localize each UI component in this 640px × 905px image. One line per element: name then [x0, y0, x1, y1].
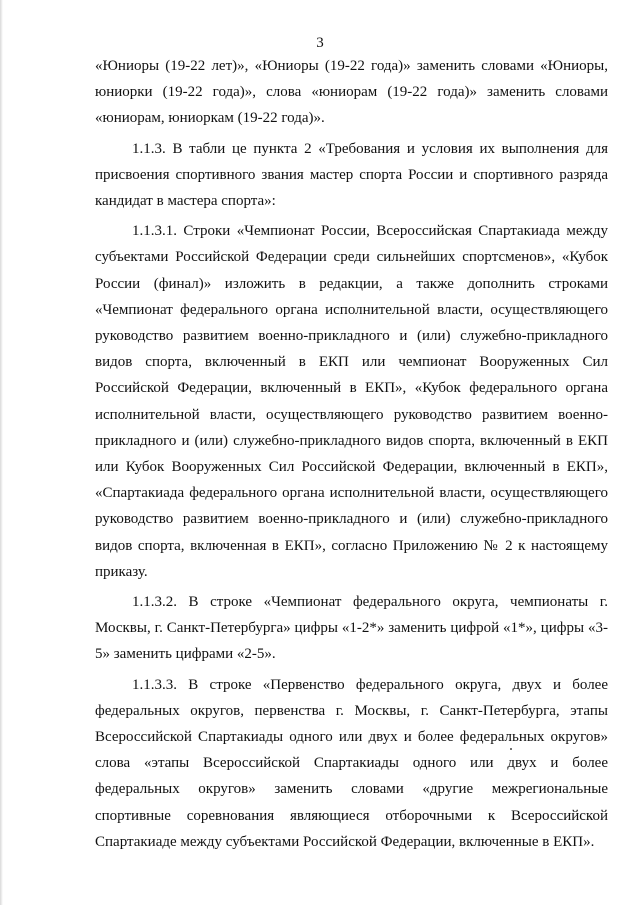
paragraph-1-1-3-1: 1.1.3.1. Строки «Чемпионат России, Всероссийская Спартакиада между субъектами Российской Федерации среди сильнейших спортсменов», «Кубок России (финал)» изложить в редакции, а также дополнить строками «Чемпионат федерального органа исполнительной власти, осуществляющего руководство развитием военно-прикладного и (или) служебно-прикладного видов спорта, включенный в ЕКП или чемпионат Вооруженных Сил Российской Федерации, включенный в ЕКП», «Кубок федерального органа исполнительной власти, осуществляющего руководство развитием военно-прикладного и (или) служебно-прикладного видов спорта, включенный в ЕКП или Кубок Вооруженных Сил Российской Федерации, включенный в ЕКП», «Спартакиада федерального органа исполнительной власти, осуществляющего руководство развитием военно-прикладного и (или) служебно-прикладного видов спорта, включенная в ЕКП», согласно Приложению № 2 к настоящему приказу.	[95, 223, 608, 580]
paragraph-juniors-replacement: «Юниоры (19-22 лет)», «Юниоры (19-22 года)» заменить словами «Юниоры, юниорки (19-22 года)», слова «юниорам (19-22 года)» заменить словами «юниорам, юниоркам (19-22 года)».	[95, 58, 608, 127]
paragraph-1-1-3-3: 1.1.3.3. В строке «Первенство федерального округа, двух и более федеральных округов, первенства г. Москвы, г. Санкт-Петербурга, этапы Всероссийской Спартакиады одного или двух и более федеральных округов» слова «этапы Всероссийской Спартакиады одного или двух и более федеральных округов» заменить словами «другие межрегиональные спортивные соревнования являющиеся отборочными к Всероссийской Спартакиаде между субъектами Российской Федерации, включенные в ЕКП».	[95, 676, 608, 850]
page-number: 3	[316, 35, 324, 51]
scan-speck	[510, 748, 512, 750]
scan-edge-shadow	[0, 0, 3, 905]
paragraph-1-1-3-2: 1.1.3.2. В строке «Чемпионат федерального округа, чемпионаты г. Москвы, г. Санкт-Петербурга» цифры «1-2*» заменить цифрой «1*», цифры «3-5» заменить цифрами «2-5».	[95, 594, 608, 663]
paragraph-1-1-3: 1.1.3. В табли це пункта 2 «Требования и условия их выполнения для присвоения спортивного звания мастер спорта России и спортивного разряда кандидат в мастера спорта»:	[95, 140, 608, 210]
document-body	[95, 53, 608, 855]
